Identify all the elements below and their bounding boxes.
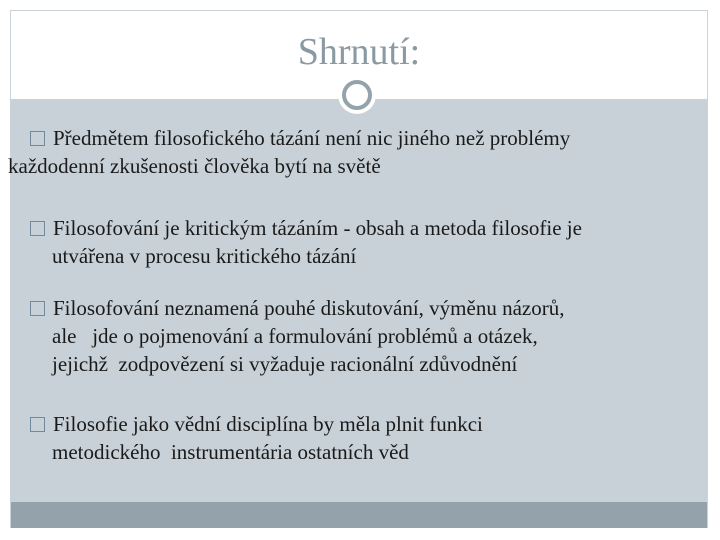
bullet-line: ale jde o pojmenování a formulování problémů a otázek, <box>52 324 538 348</box>
footer-band <box>11 502 707 528</box>
square-outline-icon <box>30 221 45 236</box>
bullet-item <box>8 124 700 180</box>
bullet-line: jejichž zodpovězení si vyžaduje racionální zdůvodnění <box>52 352 518 376</box>
bullet-line: každodenní zkušenosti člověka bytí na světě <box>8 154 381 178</box>
bullet-item <box>30 294 720 378</box>
bullet-item <box>30 410 720 466</box>
bullet-line: utvářena v procesu kritického tázání <box>52 244 357 268</box>
bullet-line: Filosofie jako vědní disciplína by měla plnit funkci <box>53 412 483 436</box>
bullet-line: Filosofování neznamená pouhé diskutování, výměnu názorů, <box>53 296 565 320</box>
bullet-item <box>30 214 720 270</box>
square-outline-icon <box>30 301 45 316</box>
bullet-line: Předmětem filosofického tázání není nic jiného než problémy <box>53 126 571 150</box>
square-outline-icon <box>30 417 45 432</box>
bullet-line: Filosofování je kritickým tázáním - obsah a metoda filosofie je <box>53 216 582 240</box>
bullet-line: metodického instrumentária ostatních věd <box>52 440 409 464</box>
square-outline-icon <box>30 131 45 146</box>
circle-ring-icon <box>338 76 376 114</box>
slide-title: Shrnutí: <box>297 31 421 73</box>
